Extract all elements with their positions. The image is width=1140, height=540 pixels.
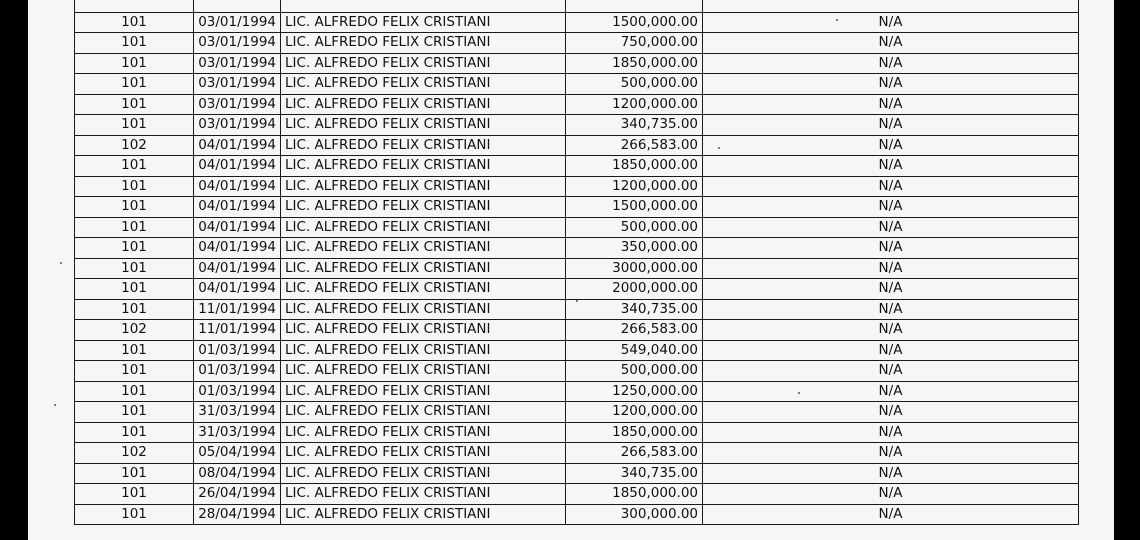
cell-amount: 1200,000.00 — [566, 402, 703, 423]
cell-status: N/A — [703, 94, 1079, 115]
cell-code: 101 — [75, 94, 194, 115]
cell-code: 101 — [75, 12, 194, 33]
cell-amount: 500,000.00 — [566, 217, 703, 238]
cell-name: LIC. ALFREDO FELIX CRISTIANI — [281, 361, 566, 382]
cell-date: 04/01/1994 — [194, 279, 281, 300]
transaction-table-body — [75, 0, 1079, 525]
cell-status: N/A — [703, 443, 1079, 464]
cell-status: N/A — [703, 361, 1079, 382]
cell-name: LIC. ALFREDO FELIX CRISTIANI — [281, 156, 566, 177]
cell-code: 101 — [75, 422, 194, 443]
cell-name: LIC. ALFREDO FELIX CRISTIANI — [281, 299, 566, 320]
cell-date: 03/01/1994 — [194, 94, 281, 115]
cell-date: 04/01/1994 — [194, 197, 281, 218]
table-row — [75, 402, 1079, 423]
cell-code: 101 — [75, 402, 194, 423]
cell-amount: 340,735.00 — [566, 299, 703, 320]
cell-name: LIC. ALFREDO FELIX CRISTIANI — [281, 135, 566, 156]
cell-status: N/A — [703, 135, 1079, 156]
scan-speck — [54, 404, 56, 406]
cell-status: N/A — [703, 33, 1079, 54]
cell-date: 26/04/1994 — [194, 484, 281, 505]
cell-name: LIC. ALFREDO FELIX CRISTIANI — [281, 422, 566, 443]
cell-name: LIC. ALFREDO FELIX CRISTIANI — [281, 463, 566, 484]
cell-amount — [566, 0, 703, 12]
cell-code: 101 — [75, 279, 194, 300]
cell-name: LIC. ALFREDO FELIX CRISTIANI — [281, 74, 566, 95]
table-row — [75, 176, 1079, 197]
cell-amount: 340,735.00 — [566, 463, 703, 484]
cell-amount: 350,000.00 — [566, 238, 703, 259]
scan-speck — [718, 147, 720, 149]
cell-date: 03/01/1994 — [194, 12, 281, 33]
table-row — [75, 0, 1079, 12]
cell-date: 08/04/1994 — [194, 463, 281, 484]
scan-speck — [798, 392, 800, 394]
scan-speck — [576, 300, 578, 302]
cell-amount: 266,583.00 — [566, 135, 703, 156]
table-row — [75, 422, 1079, 443]
table-row — [75, 217, 1079, 238]
cell-name: LIC. ALFREDO FELIX CRISTIANI — [281, 381, 566, 402]
cell-date: 04/01/1994 — [194, 238, 281, 259]
cell-amount: 300,000.00 — [566, 504, 703, 525]
cell-status: N/A — [703, 12, 1079, 33]
cell-date: 03/01/1994 — [194, 74, 281, 95]
cell-amount: 750,000.00 — [566, 33, 703, 54]
cell-name: LIC. ALFREDO FELIX CRISTIANI — [281, 94, 566, 115]
cell-amount: 2000,000.00 — [566, 279, 703, 300]
cell-amount: 1850,000.00 — [566, 156, 703, 177]
table-row — [75, 156, 1079, 177]
table-row — [75, 381, 1079, 402]
cell-name: LIC. ALFREDO FELIX CRISTIANI — [281, 443, 566, 464]
cell-amount: 500,000.00 — [566, 361, 703, 382]
cell-amount: 340,735.00 — [566, 115, 703, 136]
cell-date: 04/01/1994 — [194, 258, 281, 279]
cell-code — [75, 0, 194, 12]
cell-code: 101 — [75, 258, 194, 279]
cell-amount: 1850,000.00 — [566, 422, 703, 443]
cell-amount: 266,583.00 — [566, 320, 703, 341]
cell-date: 01/03/1994 — [194, 381, 281, 402]
cell-date: 03/01/1994 — [194, 53, 281, 74]
cell-status: N/A — [703, 402, 1079, 423]
cell-name: LIC. ALFREDO FELIX CRISTIANI — [281, 320, 566, 341]
table-row — [75, 197, 1079, 218]
cell-code: 101 — [75, 53, 194, 74]
cell-amount: 266,583.00 — [566, 443, 703, 464]
table-row — [75, 463, 1079, 484]
cell-status: N/A — [703, 504, 1079, 525]
table-row — [75, 484, 1079, 505]
cell-code: 102 — [75, 320, 194, 341]
cell-status — [703, 0, 1079, 12]
cell-date: 04/01/1994 — [194, 135, 281, 156]
cell-status: N/A — [703, 484, 1079, 505]
cell-status: N/A — [703, 217, 1079, 238]
table-row — [75, 258, 1079, 279]
cell-code: 101 — [75, 299, 194, 320]
cell-status: N/A — [703, 381, 1079, 402]
cell-date: 04/01/1994 — [194, 217, 281, 238]
cell-code: 101 — [75, 463, 194, 484]
cell-date: 28/04/1994 — [194, 504, 281, 525]
table-row — [75, 361, 1079, 382]
cell-code: 102 — [75, 135, 194, 156]
table-row — [75, 299, 1079, 320]
cell-amount: 549,040.00 — [566, 340, 703, 361]
cell-code: 101 — [75, 33, 194, 54]
table-row — [75, 238, 1079, 259]
cell-status: N/A — [703, 320, 1079, 341]
table-row — [75, 53, 1079, 74]
cell-status: N/A — [703, 258, 1079, 279]
cell-amount: 1850,000.00 — [566, 484, 703, 505]
table-row — [75, 74, 1079, 95]
cell-amount: 3000,000.00 — [566, 258, 703, 279]
cell-date: 31/03/1994 — [194, 422, 281, 443]
cell-code: 102 — [75, 443, 194, 464]
cell-name: LIC. ALFREDO FELIX CRISTIANI — [281, 238, 566, 259]
cell-status: N/A — [703, 238, 1079, 259]
table-row — [75, 135, 1079, 156]
cell-date: 01/03/1994 — [194, 340, 281, 361]
cell-code: 101 — [75, 381, 194, 402]
table-row — [75, 279, 1079, 300]
cell-name: LIC. ALFREDO FELIX CRISTIANI — [281, 33, 566, 54]
cell-code: 101 — [75, 74, 194, 95]
cell-code: 101 — [75, 238, 194, 259]
cell-name — [281, 0, 566, 12]
cell-amount: 1500,000.00 — [566, 12, 703, 33]
cell-name: LIC. ALFREDO FELIX CRISTIANI — [281, 115, 566, 136]
cell-name: LIC. ALFREDO FELIX CRISTIANI — [281, 484, 566, 505]
cell-code: 101 — [75, 361, 194, 382]
cell-date: 05/04/1994 — [194, 443, 281, 464]
cell-amount: 1500,000.00 — [566, 197, 703, 218]
cell-status: N/A — [703, 463, 1079, 484]
cell-amount: 1200,000.00 — [566, 176, 703, 197]
scanned-document-page — [28, 0, 1114, 540]
cell-date: 01/03/1994 — [194, 361, 281, 382]
cell-code: 101 — [75, 115, 194, 136]
cell-status: N/A — [703, 279, 1079, 300]
cell-name: LIC. ALFREDO FELIX CRISTIANI — [281, 217, 566, 238]
cell-name: LIC. ALFREDO FELIX CRISTIANI — [281, 176, 566, 197]
cell-date: 11/01/1994 — [194, 299, 281, 320]
cell-code: 101 — [75, 484, 194, 505]
cell-code: 101 — [75, 156, 194, 177]
cell-status: N/A — [703, 156, 1079, 177]
cell-date: 04/01/1994 — [194, 156, 281, 177]
table-row — [75, 504, 1079, 525]
cell-name: LIC. ALFREDO FELIX CRISTIANI — [281, 504, 566, 525]
cell-name: LIC. ALFREDO FELIX CRISTIANI — [281, 12, 566, 33]
cell-status: N/A — [703, 53, 1079, 74]
cell-code: 101 — [75, 197, 194, 218]
cell-date: 03/01/1994 — [194, 115, 281, 136]
cell-amount: 500,000.00 — [566, 74, 703, 95]
table-row — [75, 340, 1079, 361]
cell-code: 101 — [75, 176, 194, 197]
cell-status: N/A — [703, 422, 1079, 443]
cell-status: N/A — [703, 299, 1079, 320]
scan-speck — [836, 19, 838, 21]
cell-date: 31/03/1994 — [194, 402, 281, 423]
cell-amount: 1200,000.00 — [566, 94, 703, 115]
table-row — [75, 33, 1079, 54]
cell-date: 04/01/1994 — [194, 176, 281, 197]
table-row — [75, 320, 1079, 341]
cell-code: 101 — [75, 340, 194, 361]
cell-date: 11/01/1994 — [194, 320, 281, 341]
table-row — [75, 94, 1079, 115]
cell-code: 101 — [75, 217, 194, 238]
cell-name: LIC. ALFREDO FELIX CRISTIANI — [281, 340, 566, 361]
cell-code: 101 — [75, 504, 194, 525]
cell-status: N/A — [703, 340, 1079, 361]
cell-name: LIC. ALFREDO FELIX CRISTIANI — [281, 197, 566, 218]
cell-name: LIC. ALFREDO FELIX CRISTIANI — [281, 279, 566, 300]
table-row — [75, 115, 1079, 136]
cell-name: LIC. ALFREDO FELIX CRISTIANI — [281, 258, 566, 279]
scan-speck — [60, 262, 62, 264]
cell-amount: 1850,000.00 — [566, 53, 703, 74]
cell-name: LIC. ALFREDO FELIX CRISTIANI — [281, 53, 566, 74]
table-row — [75, 443, 1079, 464]
table-row — [75, 12, 1079, 33]
cell-amount: 1250,000.00 — [566, 381, 703, 402]
cell-name: LIC. ALFREDO FELIX CRISTIANI — [281, 402, 566, 423]
cell-date — [194, 0, 281, 12]
cell-status: N/A — [703, 197, 1079, 218]
cell-status: N/A — [703, 74, 1079, 95]
cell-status: N/A — [703, 115, 1079, 136]
transaction-table — [74, 0, 1079, 525]
cell-date: 03/01/1994 — [194, 33, 281, 54]
cell-status: N/A — [703, 176, 1079, 197]
